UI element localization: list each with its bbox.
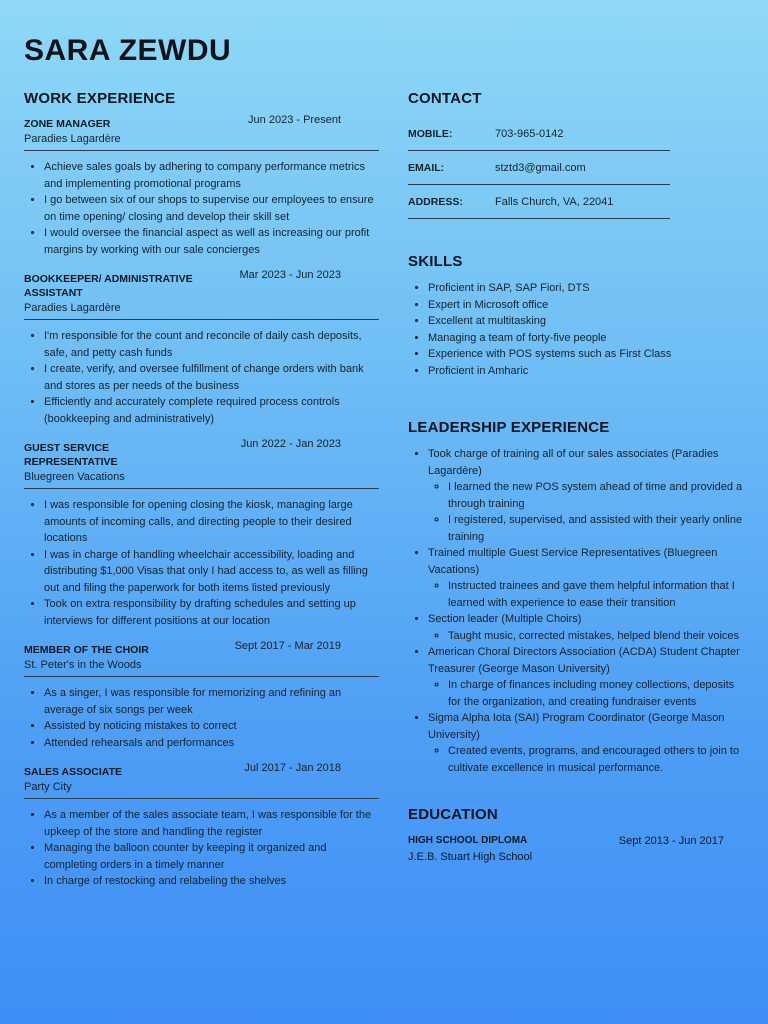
job-bullet: • As a member of the sales associate team, I was responsible for the upkeep of the store and handling the register [44,807,379,840]
contact-label: ADDRESS: [408,195,463,208]
job-bullets [24,497,379,629]
contact-label: MOBILE: [408,127,453,140]
job-bullet: • I go between six of our shops to supervise our employees to ensure on time opening/ closing and develop their skill set [44,192,379,225]
skills-list [408,280,748,379]
job-entry [24,269,379,427]
leadership-sublist [428,479,748,545]
work-experience-heading: WORK EXPERIENCE [24,90,176,107]
job-bullets [24,159,379,258]
skill-item: • Managing a team of forty-five people [428,330,748,347]
job-header [24,269,379,300]
skill-item: • Proficient in Amharic [428,363,748,380]
leadership-text: Section leader (Multiple Choirs) [428,613,582,625]
job-title: BOOKKEEPER/ ADMINISTRATIVE ASSISTANT [24,273,193,299]
skill-item: • Experience with POS systems such as First Class [428,346,748,363]
job-bullet: • Attended rehearsals and performances [44,735,379,752]
leadership-item [428,446,748,545]
education-degree: HIGH SCHOOL DIPLOMA [408,835,528,846]
leadership-sublist [428,677,748,710]
job-company: Paradies Lagardère [24,133,379,151]
job-title: GUEST SERVICE REPRESENTATIVE [24,442,118,468]
leadership-section [408,419,748,776]
leadership-subitem: ◦ I learned the new POS system ahead of time and provided a through training [448,479,748,512]
education-school: J.E.B. Stuart High School [408,851,533,863]
job-dates: Jun 2022 - Jan 2023 [240,438,341,450]
resume-name: SARA ZEWDU [24,34,232,67]
job-company: Bluegreen Vacations [24,471,379,489]
job-bullet: • Took on extra responsibility by drafting schedules and setting up interviews for different positions at our location [44,596,379,629]
job-dates: Sept 2017 - Mar 2019 [234,640,341,652]
contact-row [408,117,670,151]
job-bullet: • Achieve sales goals by adhering to company performance metrics and implementing promotional programs [44,159,379,192]
job-entry [24,114,379,258]
job-bullet: • I create, verify, and oversee fulfillment of change orders with bank and stores as per needs of the business [44,361,379,394]
education-entry [408,835,748,846]
right-column [408,90,748,863]
job-header [24,640,379,657]
skill-item: • Expert in Microsoft office [428,297,748,314]
job-bullet: • As a singer, I was responsible for memorizing and refining an average of six songs per week [44,685,379,718]
contact-row [408,151,670,185]
skills-section [408,253,748,379]
job-bullet: • Efficiently and accurately complete required process controls (bookkeeping and administratively) [44,394,379,427]
job-bullets [24,328,379,427]
job-company: Paradies Lagardère [24,302,379,320]
job-bullet: • Managing the balloon counter by keeping it organized and completing orders in a timely manner [44,840,379,873]
job-header [24,114,379,131]
job-bullet: • I was in charge of handling wheelchair accessibility, loading and distributing $1,000 Visas that only I had access to, as well as filling out and filing the paperwork for both items listed previously [44,547,379,597]
skill-item: • Excellent at multitasking [428,313,748,330]
leadership-text: American Choral Directors Association (ACDA) Student Chapter Treasurer (George Mason University) [428,646,740,675]
job-header [24,762,379,779]
education-heading: EDUCATION [408,806,498,823]
skills-heading: SKILLS [408,253,463,270]
leadership-text: Sigma Alpha Iota (SAI) Program Coordinator (George Mason University) [428,712,725,741]
leadership-subitem: ◦ I registered, supervised, and assisted with their yearly online training [448,512,748,545]
skill-item: • Proficient in SAP, SAP Fiori, DTS [428,280,748,297]
work-experience-list [24,114,379,890]
job-entry [24,438,379,629]
job-company: St. Peter's in the Woods [24,659,379,677]
job-dates: Jun 2023 - Present [248,114,341,126]
leadership-sublist [428,743,748,776]
job-entry [24,762,379,890]
leadership-subitem: ◦ Created events, programs, and encouraged others to join to cultivate excellence in musical performance. [448,743,748,776]
job-entry [24,640,379,751]
job-title: SALES ASSOCIATE [24,766,123,778]
job-bullet: • In charge of restocking and relabeling the shelves [44,873,379,890]
leadership-subitem: ◦ In charge of finances including money collections, deposits for the organization, and creating fundraiser events [448,677,748,710]
leadership-subitem: ◦ Taught music, corrected mistakes, helped blend their voices [448,628,748,645]
leadership-item [428,545,748,611]
contact-row [408,185,670,219]
job-bullet: • I would oversee the financial aspect as well as increasing our profit margins by working with our sale concierges [44,225,379,258]
contact-value: stztd3@gmail.com [495,161,586,174]
leadership-heading: LEADERSHIP EXPERIENCE [408,419,610,436]
contact-label: EMAIL: [408,161,445,174]
left-column [24,90,379,904]
job-title: ZONE MANAGER [24,118,111,130]
leadership-item [428,644,748,710]
job-dates: Jul 2017 - Jan 2018 [244,762,341,774]
contact-heading: CONTACT [408,90,482,107]
leadership-sublist [428,578,748,611]
leadership-text: Took charge of training all of our sales associates (Paradies Lagardère) [428,448,719,477]
leadership-list [408,446,748,776]
job-bullet: • I'm responsible for the count and reconcile of daily cash deposits, safe, and petty cash funds [44,328,379,361]
contact-list [408,117,748,219]
leadership-subitem: ◦ Instructed trainees and gave them helpful information that I learned with experience to ease their transition [448,578,748,611]
job-bullet: • I was responsible for opening closing the kiosk, managing large amounts of incoming calls, and directing people to their desired locations [44,497,379,547]
leadership-text: Trained multiple Guest Service Representatives (Bluegreen Vacations) [428,547,718,576]
leadership-sublist [428,628,748,645]
job-company: Party City [24,781,379,799]
contact-value: Falls Church, VA, 22041 [495,195,614,208]
contact-value: 703-965-0142 [495,127,564,140]
job-bullet: • Assisted by noticing mistakes to correct [44,718,379,735]
job-bullets [24,685,379,751]
leadership-item [428,710,748,776]
education-section [408,806,748,863]
job-header [24,438,379,469]
job-dates: Mar 2023 - Jun 2023 [239,269,341,281]
job-title: MEMBER OF THE CHOIR [24,644,149,656]
education-dates: Sept 2013 - Jun 2017 [618,835,724,847]
leadership-item [428,611,748,644]
job-bullets [24,807,379,890]
